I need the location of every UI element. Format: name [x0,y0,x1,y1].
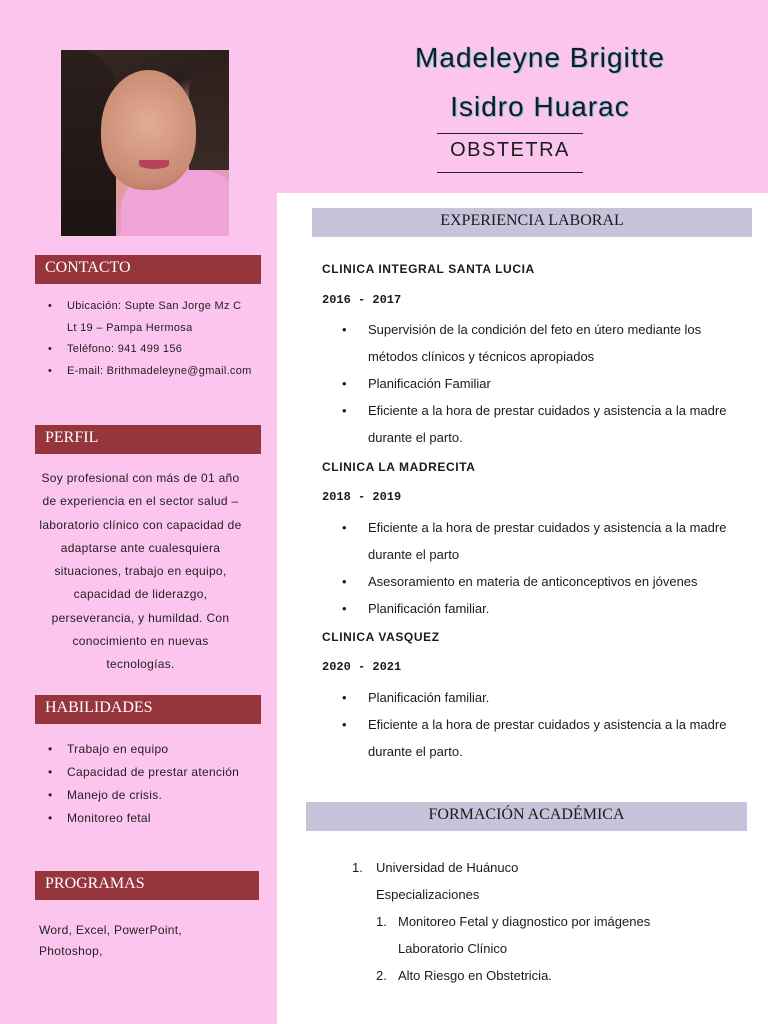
skill-item: • Trabajo en equipo [48,738,253,761]
specialization-line: Alto Riesgo en Obstetricia. [398,968,552,983]
skill-item: • Capacidad de prestar atención [48,761,253,784]
skill-item: • Manejo de crisis. [48,784,253,807]
profile-heading: PERFIL [35,425,261,454]
job-clinic: CLINICA VASQUEZ [322,630,440,644]
job-years: 2016 - 2017 [322,293,402,307]
contact-heading: CONTACTO [35,255,261,284]
duty-item: • Planificación Familiar [342,370,752,397]
job-clinic: CLINICA INTEGRAL SANTA LUCIA [322,262,535,276]
skills-heading: HABILIDADES [35,695,261,724]
list-number: 1. [352,860,363,875]
education-list [352,854,752,989]
skills-list [48,738,253,830]
skill-item: • Monitoreo fetal [48,807,253,830]
contact-list [48,296,253,382]
name-line-1: Madeleyne Brigitte [415,42,665,73]
job-duties [342,316,752,451]
education-heading: FORMACIÓN ACADÉMICA [306,802,747,831]
job-years: 2018 - 2019 [322,490,402,504]
programs-text: Word, Excel, PowerPoint, Photoshop, [39,923,183,958]
duty-item: • Eficiente a la hora de prestar cuidados y asistencia a la madre durante el parto [342,514,752,568]
job-duties [342,684,752,765]
profile-text: Soy profesional con más de 01 año de experiencia en el sector salud – laboratorio clínico con capacidad de adaptarse ante cualesquiera situaciones, trabajo en equipo, capacidad de liderazgo, perseverancia, y humildad. Con conocimiento en nuevas tecnologías. [39,471,242,672]
specialization-item [352,962,752,989]
duty-item: • Planificación familiar. [342,684,752,711]
specialization-line: Laboratorio Clínico [398,941,508,956]
university-name: Universidad de Huánuco [376,860,519,875]
contact-location: • Ubicación: Supte San Jorge Mz C Lt 19 – Pampa Hermosa [48,296,253,339]
job-duties [342,514,752,622]
list-number: 2. [376,968,387,983]
education-university [352,854,752,881]
experience-heading: EXPERIENCIA LABORAL [312,208,752,237]
name-line-2: Isidro Huarac [450,91,630,122]
specialization-line: Monitoreo Fetal y diagnostico por imágenes [398,914,651,929]
profession-rule-bottom [437,172,583,173]
duty-item: • Asesoramiento en materia de anticonceptivos en jóvenes [342,568,752,595]
duty-item: • Eficiente a la hora de prestar cuidados y asistencia a la madre durante el parto. [342,397,752,451]
duty-item: • Planificación familiar. [342,595,752,622]
duty-item: • Eficiente a la hora de prestar cuidados y asistencia a la madre durante el parto. [342,711,752,765]
specializations-label: Especializaciones [376,887,480,902]
duty-item: • Supervisión de la condición del feto en útero mediante los métodos clínicos y técnicos apropiados [342,316,752,370]
job-years: 2020 - 2021 [322,660,402,674]
contact-phone: • Teléfono: 941 499 156 [48,339,253,361]
profession-rule-top [437,133,583,134]
specialization-item [352,908,752,935]
contact-email: • E-mail: Brithmadeleyne@gmail.com [48,361,253,383]
job-clinic: CLINICA LA MADRECITA [322,460,476,474]
programs-heading: PROGRAMAS [35,871,259,900]
profile-photo [61,50,229,236]
profession-title: OBSTETRA [450,139,570,161]
list-number: 1. [376,914,387,929]
